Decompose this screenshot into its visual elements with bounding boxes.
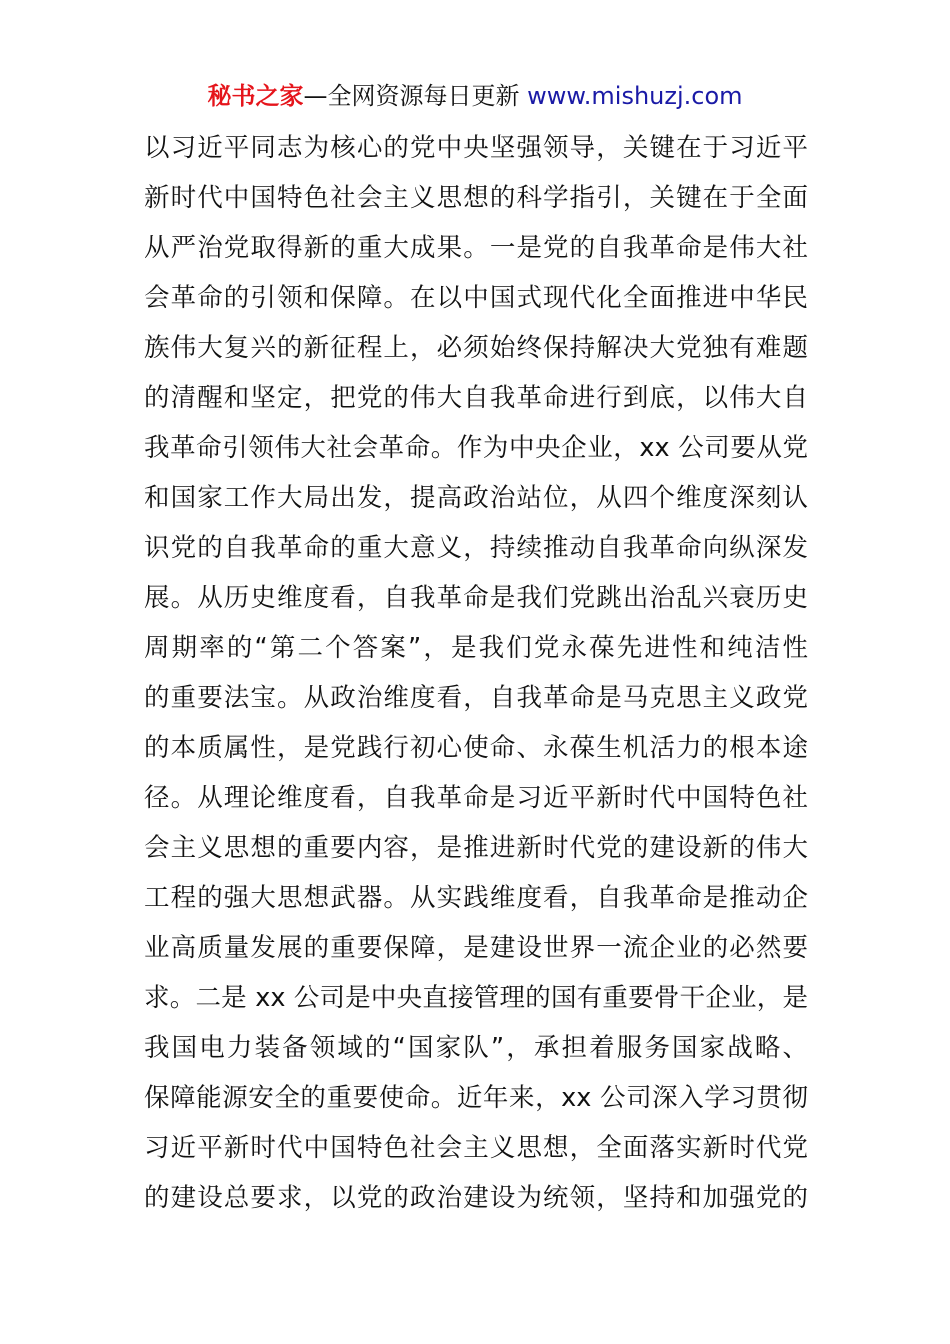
text-line: 识党的自我革命的重大意义，持续推动自我革命向纵深发 [144,533,808,563]
text-line: 求。二是 xx 公司是中央直接管理的国有重要骨干企业，是 [144,983,808,1013]
text-line: 从严治党取得新的重大成果。一是党的自我革命是伟大社 [144,233,808,263]
text-line: 我国电力装备领域的“国家队”，承担着服务国家战略、 [144,1033,808,1063]
text-line: 的本质属性，是党践行初心使命、永葆生机活力的根本途 [144,733,808,763]
header-tagline: —全网资源每日更新 [303,82,528,110]
text-line: 的重要法宝。从政治维度看，自我革命是马克思主义政党 [144,683,808,713]
document-body [144,123,808,1223]
text-line: 会革命的引领和保障。在以中国式现代化全面推进中华民 [144,283,808,313]
site-url-link[interactable]: www.mishuzj.com [527,82,743,110]
text-line: 族伟大复兴的新征程上，必须始终保持解决大党独有难题 [144,333,808,363]
text-line: 径。从理论维度看，自我革命是习近平新时代中国特色社 [144,783,808,813]
text-line: 展。从历史维度看，自我革命是我们党跳出治乱兴衰历史 [144,583,808,613]
text-line: 和国家工作大局出发，提高政治站位，从四个维度深刻认 [144,483,808,513]
text-line: 的建设总要求，以党的政治建设为统领，坚持和加强党的 [144,1183,808,1213]
text-line: 我革命引领伟大社会革命。作为中央企业，xx 公司要从党 [144,433,808,463]
text-line: 习近平新时代中国特色社会主义思想，全面落实新时代党 [144,1133,808,1163]
text-line: 会主义思想的重要内容，是推进新时代党的建设新的伟大 [144,833,808,863]
text-line: 周期率的“第二个答案”，是我们党永葆先进性和纯洁性 [144,633,808,663]
text-line: 新时代中国特色社会主义思想的科学指引，关键在于全面 [144,183,808,213]
text-line: 工程的强大思想武器。从实践维度看，自我革命是推动企 [144,883,808,913]
brand-name: 秘书之家 [207,82,304,110]
text-line: 保障能源安全的重要使命。近年来，xx 公司深入学习贯彻 [144,1083,808,1113]
text-line: 以习近平同志为核心的党中央坚强领导，关键在于习近平 [144,133,808,163]
text-line: 的清醒和坚定，把党的伟大自我革命进行到底，以伟大自 [144,383,808,413]
text-line: 业高质量发展的重要保障，是建设世界一流企业的必然要 [144,933,808,963]
page-header [0,80,950,112]
